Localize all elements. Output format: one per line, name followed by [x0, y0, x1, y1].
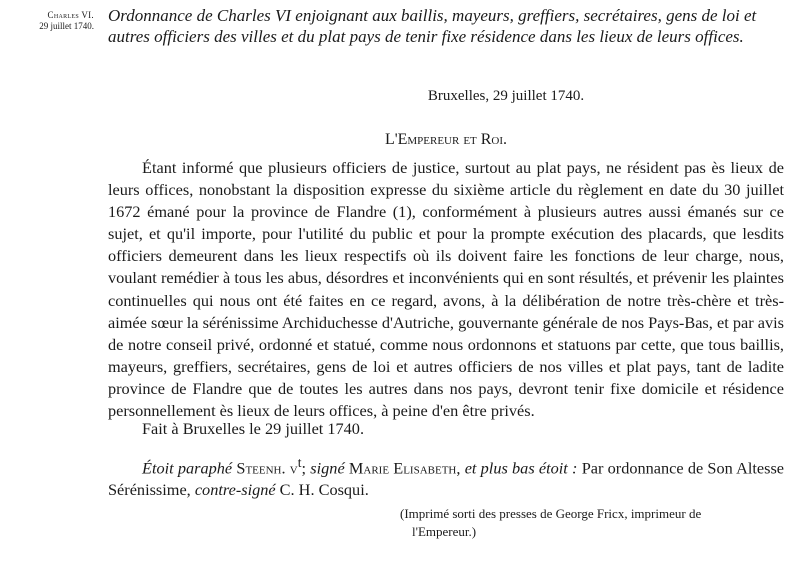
paraphe-sup: t: [297, 455, 302, 470]
signer-name: Marie Elisabeth,: [344, 458, 465, 478]
issued-at: Fait à Bruxelles le 29 juillet 1740.: [142, 419, 365, 438]
signatures-text: [108, 452, 784, 501]
paraphe-label: Étoit paraphé: [142, 458, 233, 478]
printer-note-line2: l'Empereur.): [412, 524, 477, 539]
countersigned-label: contre-signé: [194, 480, 276, 500]
signed-label: signé: [310, 458, 345, 478]
salutation: L'Empereur et Roi.: [384, 131, 508, 148]
countersigner-name: C. H. Cosqui.: [275, 480, 369, 500]
ordinance-title: Ordonnance de Charles VI enjoignant aux baillis, mayeurs, greffiers, secrétaires, gens de loi et autres officiers des villes et du plat pays de tenir fixe résidence dans les lieux de leurs offices.: [108, 6, 757, 46]
margin-note-date: 29 juillet 1740.: [39, 21, 94, 31]
order-text: Par ordonnance de Son Altesse Sérénissime,: [108, 458, 785, 500]
margin-note-reign: Charles VI.: [47, 10, 94, 20]
separator: ;: [301, 458, 311, 478]
printer-note-line1: (Imprimé sorti des presses de George Fricx, imprimeur de: [400, 506, 702, 521]
below-label: et plus bas étoit :: [464, 458, 578, 478]
printer-note: [400, 505, 784, 541]
ordinance-body: [108, 157, 784, 422]
place-date: Bruxelles, 29 juillet 1740.: [427, 88, 585, 104]
signatures-paragraph: [108, 452, 784, 501]
body-paragraph: Étant informé que plusieurs officiers de justice, surtout au plat pays, ne résident pas ès lieux de leurs offices, nonobstant la disposition expresse du sixième article du règlement en date du 30 juillet 1672 émané pour la province de Flandre (1), conformément à plusieurs autres aussi émanés sur ce sujet, et qu'il importe, pour l'utilité du public et pour la prompte exécution des placards, que lesdits officiers demeurent dans les lieux respectifs où ils doivent faire les fonctions de leur charge, nous, voulant remédier à tous les abus, désordres et inconvénients qui en sont résultés, et prévenir les plaintes continuelles qui nous ont été faites en ce regard, avons, à la délibération de notre très-chère et très-aimée sœur la sérénissime Archiduchesse d'Autriche, gouvernante générale de nos Pays-Bas, et par avis de notre conseil privé, ordonné et statué, comme nous ordonnons et statuons par cette, que tous baillis, mayeurs, greffiers, secrétaires, gens de loi et autres officiers de nos villes et plat pays, tant de ladite province de Flandre que de toutes les autres dans nos pays, devront tenir fixe domicile et résidence personnellement ès lieux de leurs offices, à peine d'en être privés.: [108, 158, 784, 421]
margin-note: [8, 10, 94, 32]
paraphe-name: Steenh. v: [236, 458, 298, 478]
